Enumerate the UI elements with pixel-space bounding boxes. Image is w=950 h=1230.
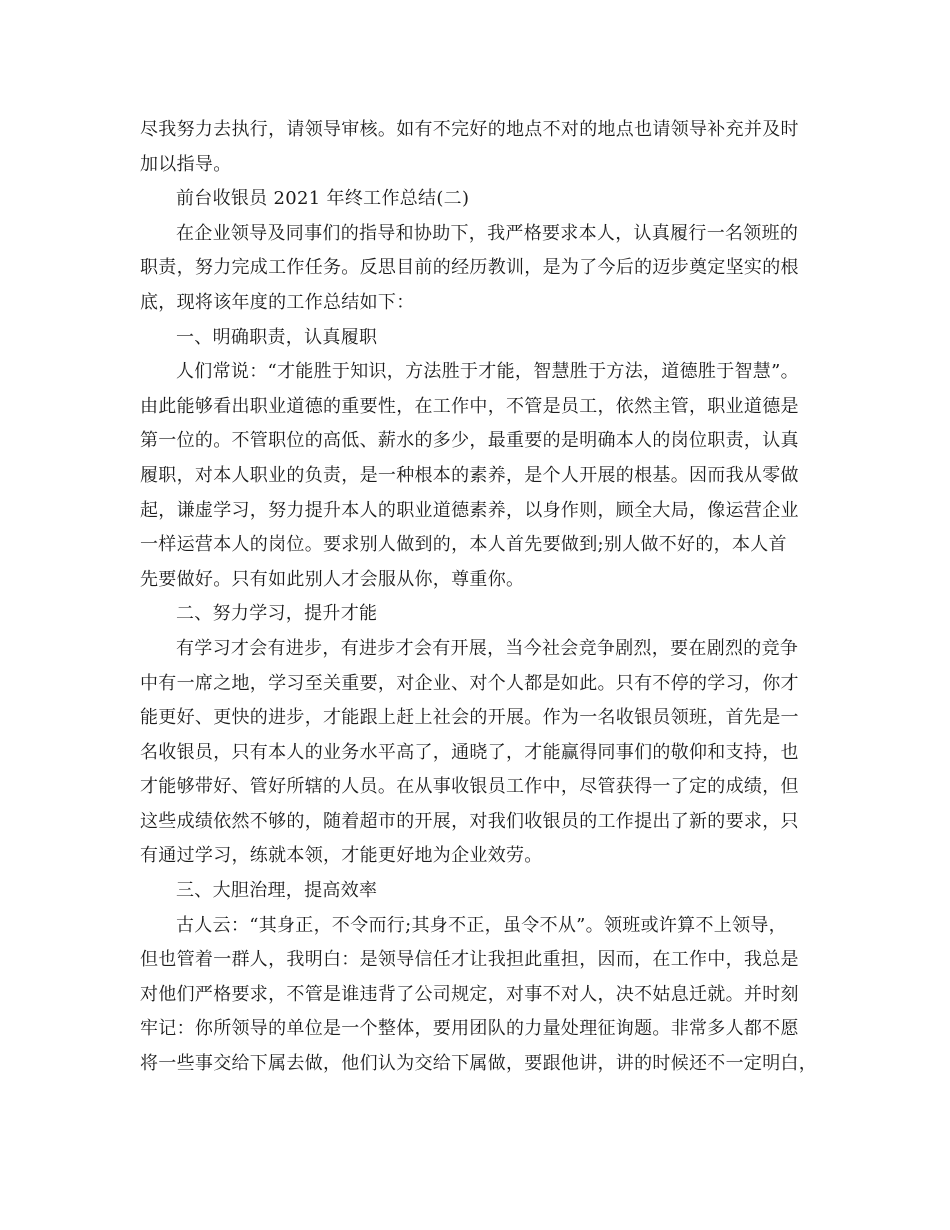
text-line: 加以指导。 [140,153,232,175]
text-line: 一、明确职责，认真履职 [176,326,378,348]
text-line: 前台收银员 2021 年终工作总结(二) [176,188,470,210]
text-line: 尽我努力去执行，请领导审核。如有不完好的地点不对的地点也请领导补充并及时 [140,119,799,140]
text-line: 有通过学习，练就本领，才能更好地为企业效劳。 [140,845,543,867]
text-line: 二、努力学习，提升才能 [176,603,378,625]
text-line: 这些成绩依然不够的，随着超市的开展，对我们收银员的工作提出了新的要求，只 [140,810,799,832]
text-line: 才能够带好、管好所辖的人员。在从事收银员工作中，尽管获得一了定的成绩，但 [140,776,799,798]
text-line: 一样运营本人的岗位。要求别人做到的，本人首先要做到;别人做不好的，本人首 [140,534,787,556]
text-line: 底，现将该年度的工作总结如下： [140,291,415,313]
text-line: 牢记：你所领导的单位是一个整体，要用团队的力量处理征询题。非常多人都不愿 [140,1018,799,1040]
document-body [140,113,820,1082]
text-line: 能更好、更快的进步，才能跟上赶上社会的开展。作为一名收银员领班，首先是一 [140,707,799,729]
text-line: 在企业领导及同事们的指导和协助下，我严格要求本人，认真履行一名领班的 [176,222,799,244]
text-line: 中有一席之地，学习至关重要，对企业、对个人都是如此。只有不停的学习，你才 [140,672,799,694]
text-line: 起，谦虚学习，努力提升本人的职业道德素养，以身作则，顾全大局，像运营企业 [140,499,799,521]
text-line: 先要做好。只有如此别人才会服从你，尊重你。 [140,568,525,590]
text-line: 履职，对本人职业的负责，是一种根本的素养，是个人开展的根基。因而我从零做 [140,464,799,486]
text-line: 由此能够看出职业道德的重要性，在工作中，不管是员工，依然主管，职业道德是 [140,395,799,417]
text-line: 对他们严格要求，不管是谁违背了公司规定，对事不对人，决不姑息迁就。并时刻 [140,983,799,1005]
text-line: 三、大胆治理，提高效率 [176,880,378,902]
text-line: 将一些事交给下属去做，他们认为交给下属做，要跟他讲，讲的时候还不一定明白， [140,1053,818,1075]
text-line: 有学习才会有进步，有进步才会有开展，当今社会竞争剧烈，要在剧烈的竞争 [176,637,799,659]
text-line: 名收银员，只有本人的业务水平高了，通晓了，才能赢得同事们的敬仰和支持，也 [140,741,799,763]
text-line: 但也管着一群人，我明白：是领导信任才让我担此重担，因而，在工作中，我总是 [140,949,799,971]
text-line: 古人云：“其身正，不令而行;其身不正，虽令不从”。领班或许算不上领导， [176,914,787,936]
text-line: 第一位的。不管职位的高低、薪水的多少，最重要的是明确本人的岗位职责，认真 [140,430,799,452]
text-line: 职责，努力完成工作任务。反思目前的经历教训，是为了今后的迈步奠定坚实的根 [140,257,799,279]
text-line: 人们常说：“才能胜于知识，方法胜于才能，智慧胜于方法，道德胜于智慧”。 [176,361,799,383]
